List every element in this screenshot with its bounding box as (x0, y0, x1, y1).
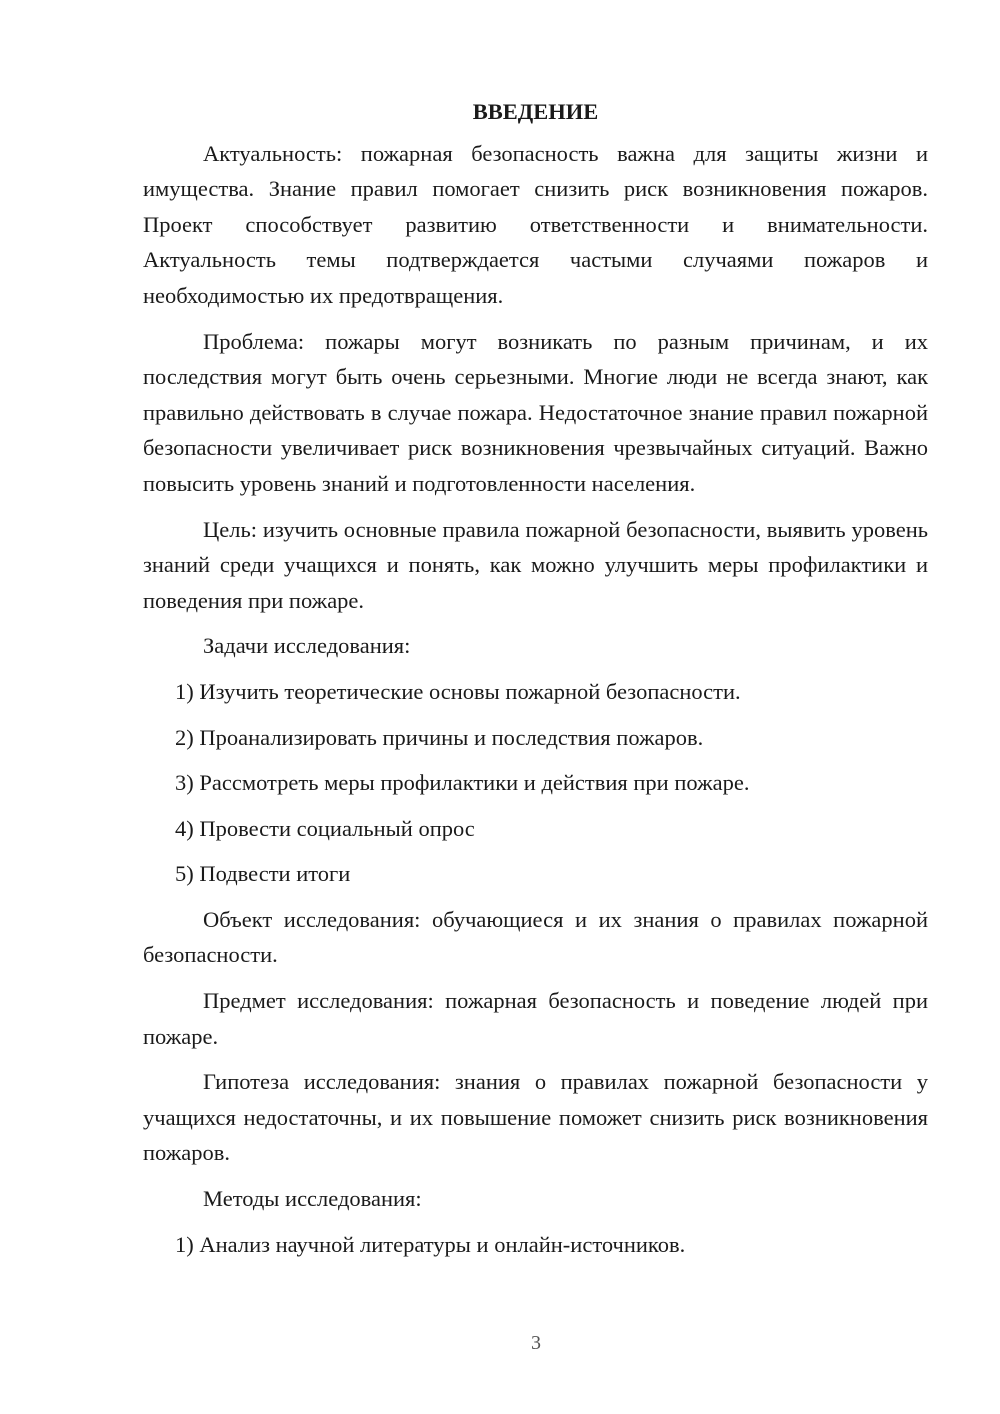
page-number: 3 (531, 1332, 541, 1354)
section-title: ВВЕДЕНИЕ (472, 99, 599, 124)
tasks-heading: Задачи исследования: (203, 633, 411, 659)
list-item: 3) Рассмотреть меры профилактики и действия при пожаре. (175, 770, 750, 796)
tasks-list (143, 674, 928, 892)
list-item: 2) Проанализировать причины и последствия пожаров. (175, 724, 704, 750)
goal-paragraph: Цель: изучить основные правила пожарной безопасности, выявить уровень знаний среди учащихся и понять, как можно улучшить меры профилактики и поведения при пожаре. (143, 516, 928, 613)
methods-heading: Методы исследования: (203, 1186, 422, 1212)
list-item: 1) Анализ научной литературы и онлайн-источников. (175, 1231, 686, 1257)
relevance-paragraph: Актуальность: пожарная безопасность важна для защиты жизни и имущества. Знание правил помогает снизить риск возникновения пожаров. Проект способствует развитию ответственности и внимательности. Актуальность темы подтверждается частыми случаями пожаров и необходимостью их предотвращения. (143, 140, 928, 308)
object-paragraph: Объект исследования: обучающиеся и их знания о правилах пожарной безопасности. (143, 906, 928, 968)
document-page (143, 94, 928, 1272)
problem-paragraph: Проблема: пожары могут возникать по разным причинам, и их последствия могут быть очень серьезными. Многие люди не всегда знают, как правильно действовать в случае пожара. Недостаточное знание правил пожарной безопасности увеличивает риск возникновения чрезвычайных ситуаций. Важно повысить уровень знаний и подготовленности населения. (143, 328, 928, 496)
subject-paragraph: Предмет исследования: пожарная безопасность и поведение людей при пожаре. (143, 988, 928, 1049)
list-item: 5) Подвести итоги (175, 861, 351, 887)
list-item: 4) Провести социальный опрос (175, 815, 475, 841)
methods-list (143, 1227, 928, 1263)
hypothesis-paragraph: Гипотеза исследования: знания о правилах пожарной безопасности у учащихся недостаточны, и их повышение поможет снизить риск возникновения пожаров. (143, 1069, 928, 1166)
list-item: 1) Изучить теоретические основы пожарной безопасности. (175, 678, 741, 704)
